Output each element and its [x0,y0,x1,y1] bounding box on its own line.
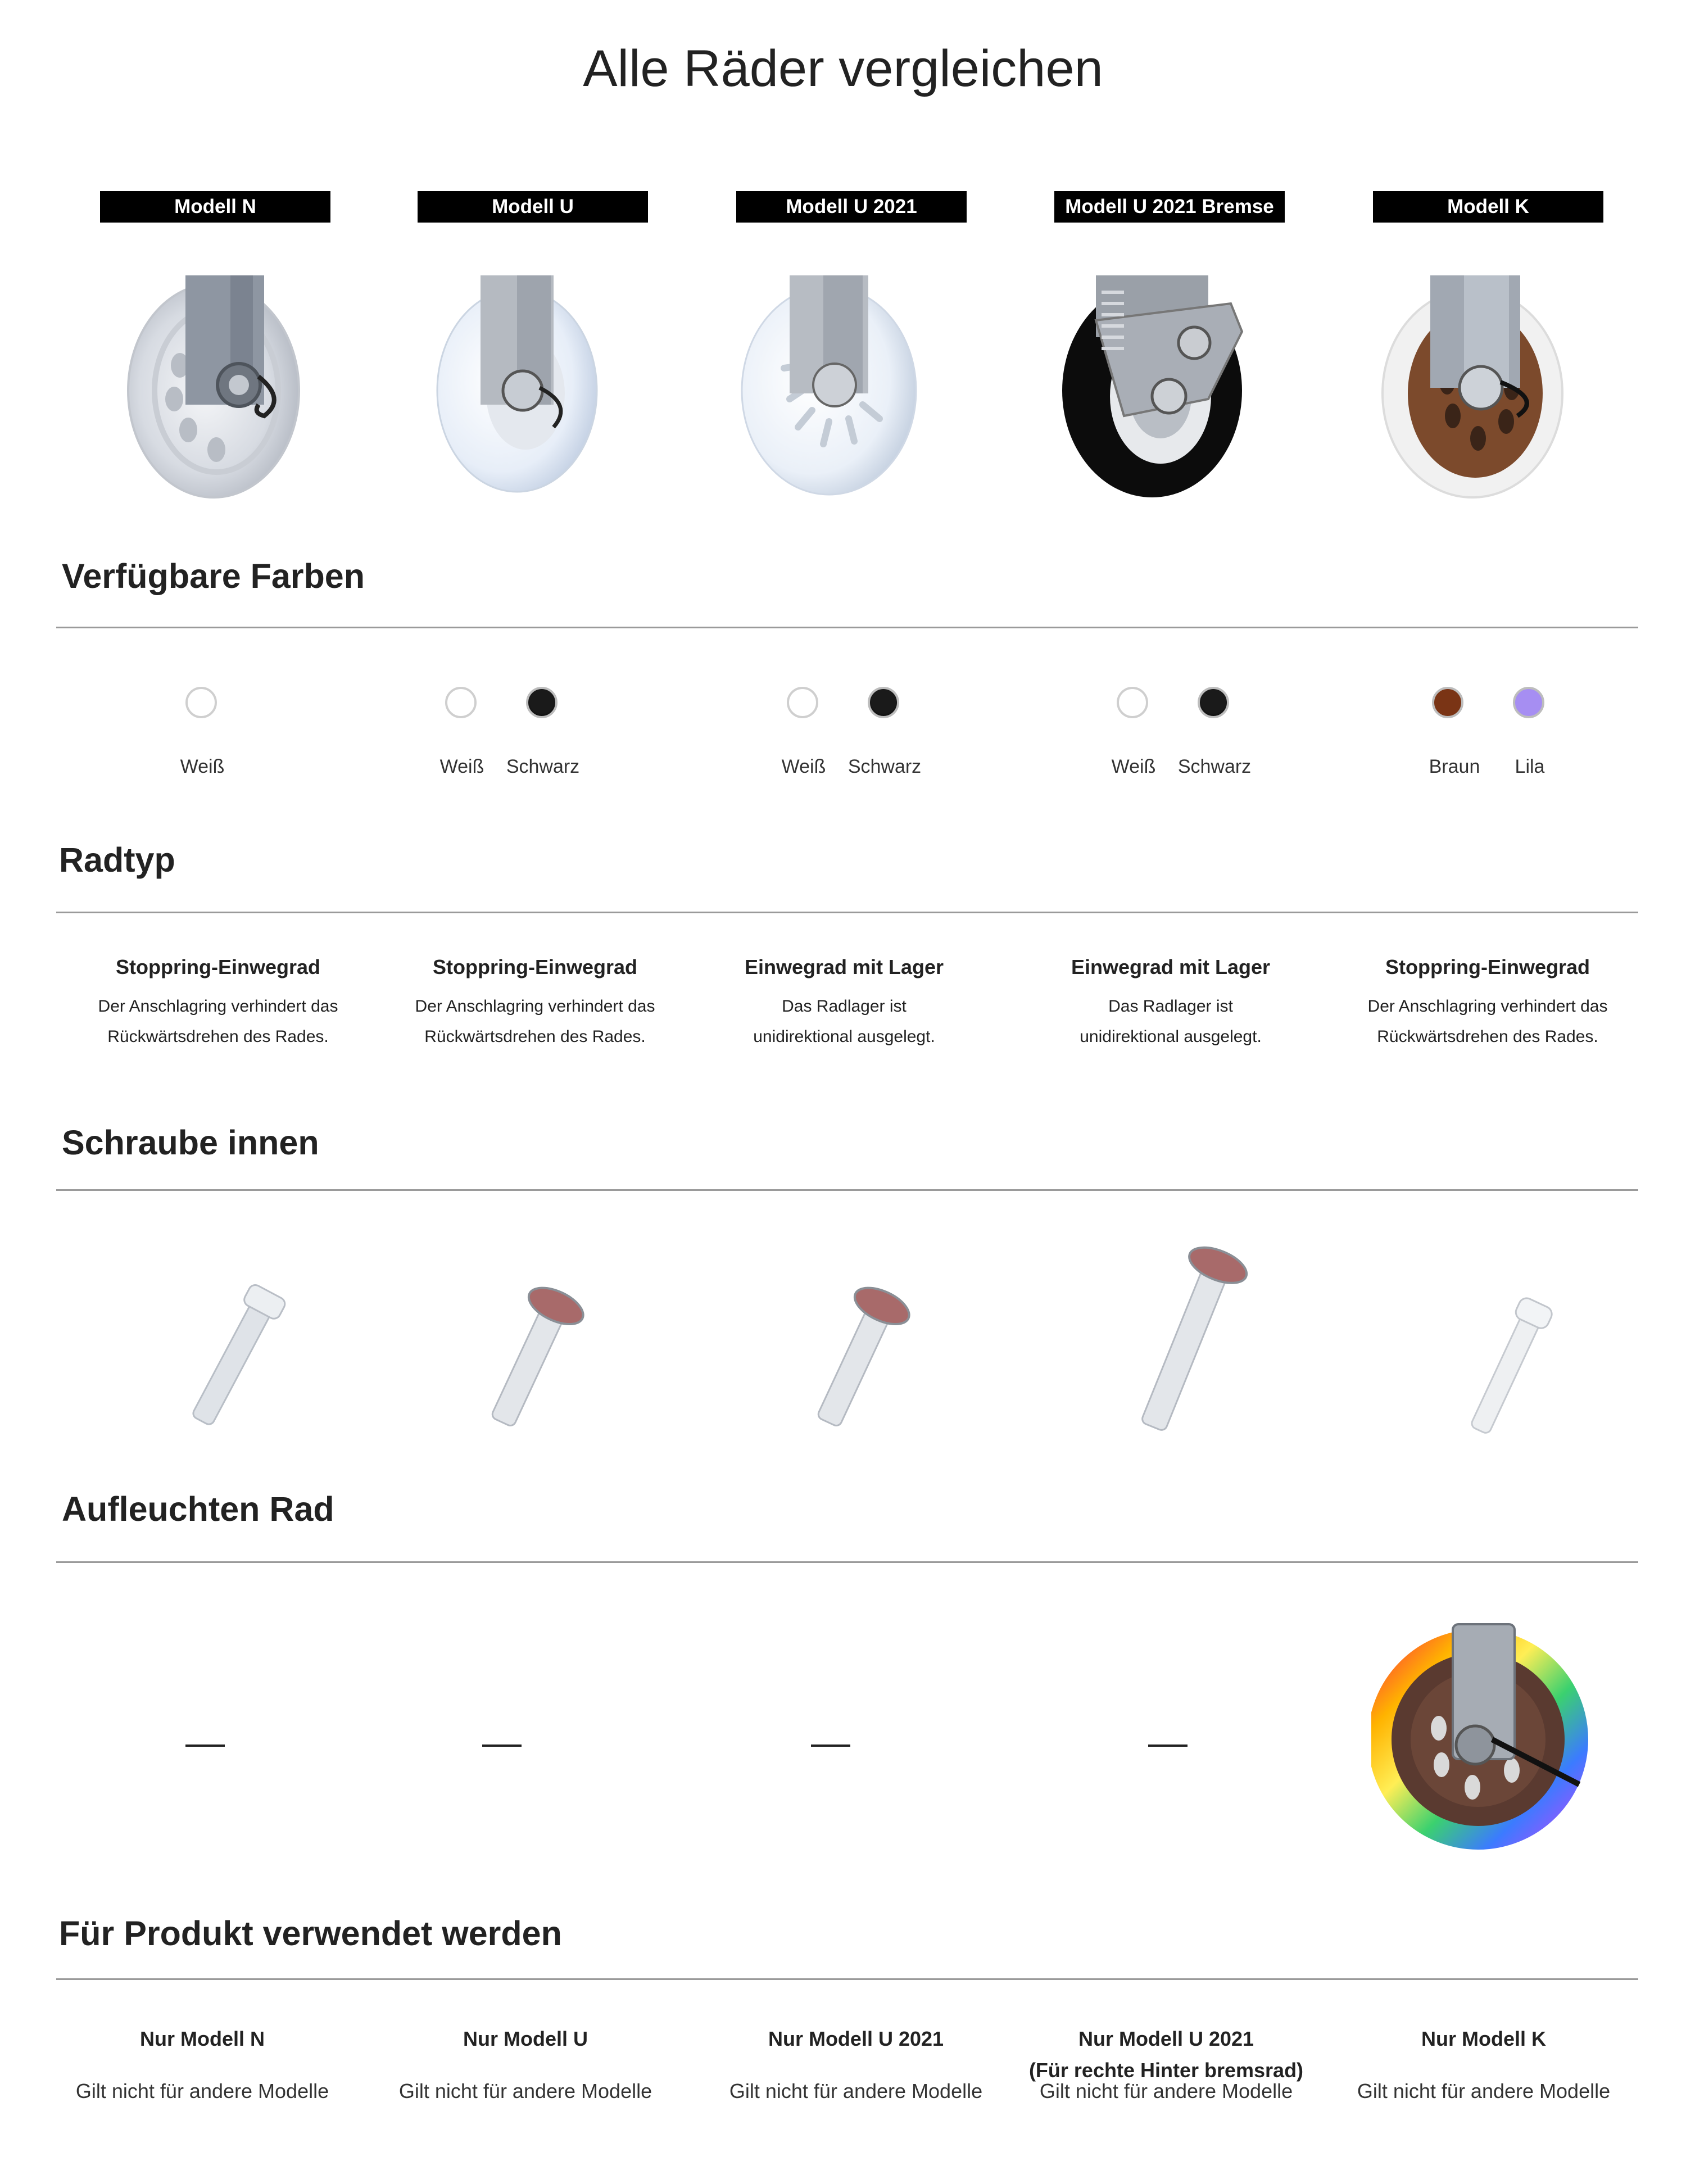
screw-image-modell-n [169,1276,292,1444]
usage-col-4 [1009,2023,1324,2103]
not-available-dash [811,1745,850,1747]
wheel-type-desc: Der Anschlagring verhindert das [1367,997,1608,1016]
model-tag-u: Modell U [418,191,648,223]
model-tag-u2021: Modell U 2021 [736,191,967,223]
wheel-type-title: Einwegrad mit Lager [744,955,944,978]
section-divider [56,1189,1638,1191]
wheel-type-col-3 [687,955,1001,1052]
color-label: Schwarz [847,756,922,777]
wheel-type-desc: unidirektional ausgelegt. [1080,1027,1262,1046]
usage-title: Nur Modell N [140,2027,265,2050]
color-swatch-white [185,687,217,718]
color-swatch-black [1198,687,1229,718]
section-divider [56,1561,1638,1563]
wheel-type-desc: Der Anschlagring verhindert das [98,997,338,1016]
model-tag-n: Modell N [100,191,330,223]
wheel-type-col-1 [61,955,375,1052]
color-label: Schwarz [1177,756,1252,777]
color-swatch-purple [1513,687,1544,718]
wheel-type-col-4 [1013,955,1328,1052]
screw-image-modell-k [1450,1287,1562,1450]
color-swatch-white [445,687,477,718]
color-swatch-black [868,687,899,718]
screw-image-modell-u-2021-bremse [1113,1236,1259,1450]
wheel-type-title: Stoppring-Einwegrad [433,955,637,978]
usage-col-2 [368,2023,683,2103]
usage-col-5 [1326,2023,1641,2103]
usage-title: Nur Modell U [463,2027,588,2050]
usage-title: Nur Modell U 2021 [768,2027,944,2050]
not-available-dash [482,1745,522,1747]
screw-image-modell-u-2021 [792,1276,916,1444]
color-label: Weiß [1111,756,1156,777]
usage-desc: Gilt nicht für andere Modelle [1039,2079,1293,2103]
color-label: Lila [1515,756,1545,777]
wheel-type-title: Stoppring-Einwegrad [1385,955,1590,978]
model-tag-k: Modell K [1373,191,1603,223]
wheel-image-modell-u [433,270,624,500]
wheel-type-desc: unidirektional ausgelegt. [753,1027,935,1046]
section-title-screw: Schraube innen [62,1123,319,1162]
usage-title: Nur Modell K [1421,2027,1546,2050]
wheel-type-desc: Das Radlager ist [1108,997,1233,1016]
usage-desc: Gilt nicht für andere Modelle [1357,2079,1611,2103]
color-label: Schwarz [506,756,580,777]
wheel-type-desc: Rückwärtsdrehen des Rades. [1377,1027,1598,1046]
screw-image-modell-u [466,1276,590,1444]
section-title-colors: Verfügbare Farben [62,557,365,595]
not-available-dash [1148,1745,1188,1747]
section-title-usage: Für Produkt verwendet werden [59,1914,562,1952]
color-label: Weiß [180,756,225,777]
color-label: Braun [1429,756,1480,777]
wheel-type-desc: Das Radlager ist [782,997,907,1016]
section-divider [56,1978,1638,1980]
page-title: Alle Räder vergleichen [583,40,1103,97]
usage-col-1 [45,2023,360,2103]
wheel-type-desc: Rückwärtsdrehen des Rades. [107,1027,329,1046]
light-up-wheel-image [1371,1619,1596,1855]
wheel-image-modell-k [1380,270,1582,500]
color-label: Weiß [439,756,484,777]
wheel-type-title: Stoppring-Einwegrad [116,955,320,978]
section-divider [56,912,1638,913]
usage-title: Nur Modell U 2021 [1078,2027,1254,2050]
usage-desc: Gilt nicht für andere Modelle [75,2079,329,2103]
wheel-type-desc: Der Anschlagring verhindert das [415,997,655,1016]
section-title-light: Aufleuchten Rad [62,1490,334,1528]
model-tag-u2021-bremse: Modell U 2021 Bremse [1054,191,1285,223]
wheel-image-modell-u-2021-bremse [1062,270,1276,500]
section-divider [56,627,1638,628]
color-swatch-white [787,687,818,718]
usage-desc: Gilt nicht für andere Modelle [398,2079,652,2103]
wheel-image-modell-n [118,270,332,500]
not-available-dash [185,1745,225,1747]
color-swatch-black [526,687,558,718]
section-title-wheel-type: Radtyp [59,841,175,879]
wheel-image-modell-u-2021 [739,270,930,500]
wheel-type-col-5 [1330,955,1645,1052]
usage-subtitle: (Für rechte Hinter bremsrad) [1028,2059,1304,2082]
usage-col-3 [699,2023,1013,2103]
wheel-type-desc: Rückwärtsdrehen des Rades. [424,1027,646,1046]
wheel-type-col-2 [378,955,692,1052]
color-label: Weiß [781,756,826,777]
color-swatch-white [1117,687,1148,718]
color-swatch-brown [1432,687,1463,718]
usage-desc: Gilt nicht für andere Modelle [729,2079,983,2103]
wheel-type-title: Einwegrad mit Lager [1071,955,1271,978]
